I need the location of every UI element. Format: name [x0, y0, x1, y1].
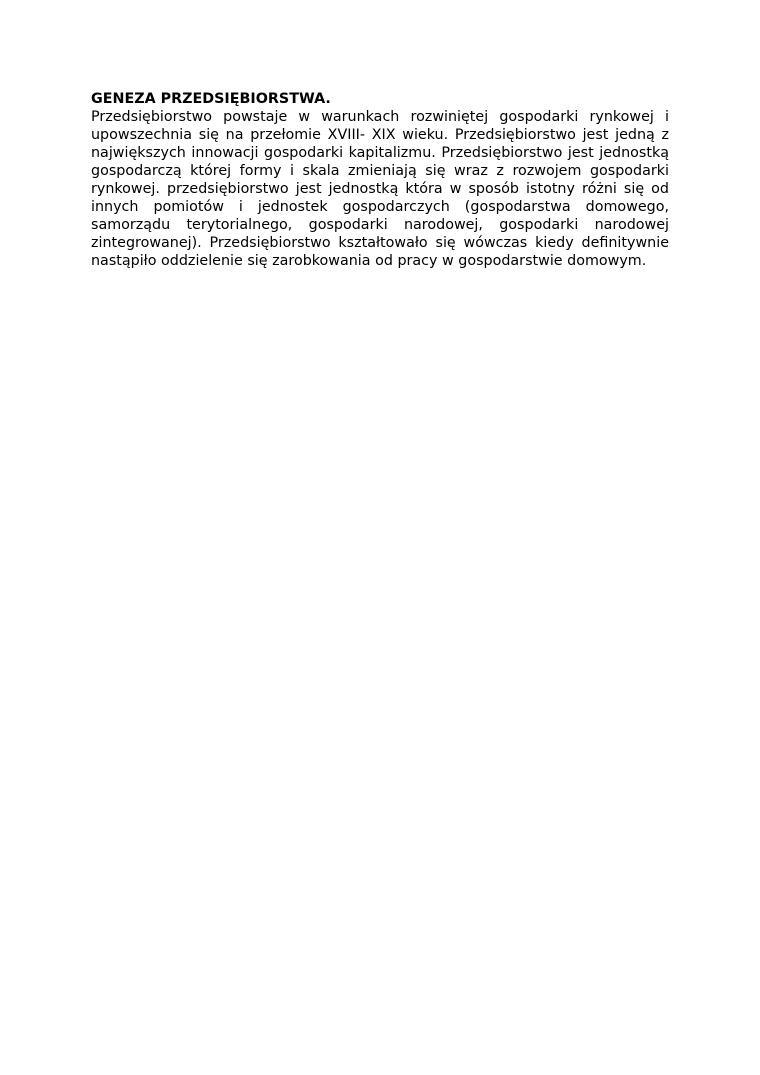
document-paragraph: Przedsiębiorstwo powstaje w warunkach rozwiniętej gospodarki rynkowej i upowszechnia się na przełomie XVIII- XIX wieku. Przedsiębiorstwo jest jedną z największych innowacji gospodarki kapitalizmu. Przedsiębiorstwo jest jednostką gospodarczą której formy i skala zmieniają się wraz z rozwojem gospodarki rynkowej. przedsiębiorstwo jest jednostką która w sposób istotny różni się od innych pomiotów i jednostek gospodarczych (gospodarstwa domowego, samorządu terytorialnego, gospodarki narodowej, gospodarki narodowej zintegrowanej). Przedsiębiorstwo kształtowało się wówczas kiedy definitywnie nastąpiło oddzielenie się zarobkowania od pracy w gospodarstwie domowym. — [91, 109, 669, 269]
document-heading: GENEZA PRZEDSIĘBIORSTWA. — [91, 91, 331, 107]
document-body — [91, 90, 669, 270]
